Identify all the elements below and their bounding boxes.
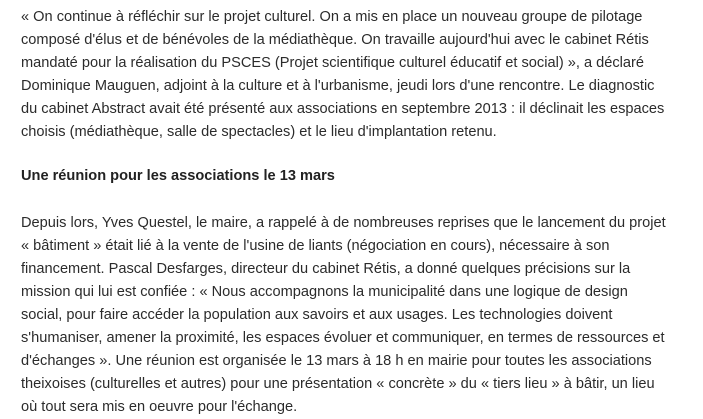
paragraph-line: du cabinet Abstract avait été présenté aux associations en septembre 2013 : il déclinait les espaces bbox=[21, 101, 665, 117]
paragraph-line: d'échanges ». Une réunion est organisée le 13 mars à 18 h en mairie pour toutes les associations bbox=[21, 353, 652, 369]
article-paragraph bbox=[21, 212, 697, 419]
paragraph-line: s'humaniser, amener la proximité, les espaces évoluer et communiquer, en termes de ressources et bbox=[21, 330, 665, 346]
paragraph-line: social, pour faire accéder la population aux savoirs et aux usages. Les technologies doivent bbox=[21, 307, 613, 323]
paragraph-line: mission qui lui est confiée : « Nous accompagnons la municipalité dans une logique de design bbox=[21, 284, 628, 300]
paragraph-line: Depuis lors, Yves Questel, le maire, a rappelé à de nombreuses reprises que le lancement du projet bbox=[21, 215, 666, 231]
article-paragraph bbox=[21, 0, 697, 144]
paragraph-line: « bâtiment » était lié à la vente de l'usine de liants (négociation en cours), nécessaire à son bbox=[21, 238, 610, 254]
paragraph-line: Dominique Mauguen, adjoint à la culture et à l'urbanisme, jeudi lors d'une rencontre. Le diagnostic bbox=[21, 78, 655, 94]
paragraph-line: choisis (médiathèque, salle de spectacles) et le lieu d'implantation retenu. bbox=[21, 124, 497, 140]
section-heading: Une réunion pour les associations le 13 mars bbox=[21, 168, 335, 184]
paragraph-line: où tout sera mis en oeuvre pour l'échange. bbox=[21, 399, 298, 415]
paragraph-line: financement. Pascal Desfarges, directeur du cabinet Rétis, a donné quelques précisions sur la bbox=[21, 261, 631, 277]
paragraph-line: mandaté pour la réalisation du PSCES (Projet scientifique culturel éducatif et social) », a déclaré bbox=[21, 55, 644, 71]
paragraph-line: composé d'élus et de bénévoles de la médiathèque. On travaille aujourd'hui avec le cabinet Rétis bbox=[21, 32, 649, 48]
article-body bbox=[21, 0, 697, 419]
paragraph-line: « On continue à réfléchir sur le projet culturel. On a mis en place un nouveau groupe de pilotage bbox=[21, 9, 643, 25]
paragraph-line: theixoises (culturelles et autres) pour une présentation « concrète » du « tiers lieu » à bâtir, un lieu bbox=[21, 376, 655, 392]
